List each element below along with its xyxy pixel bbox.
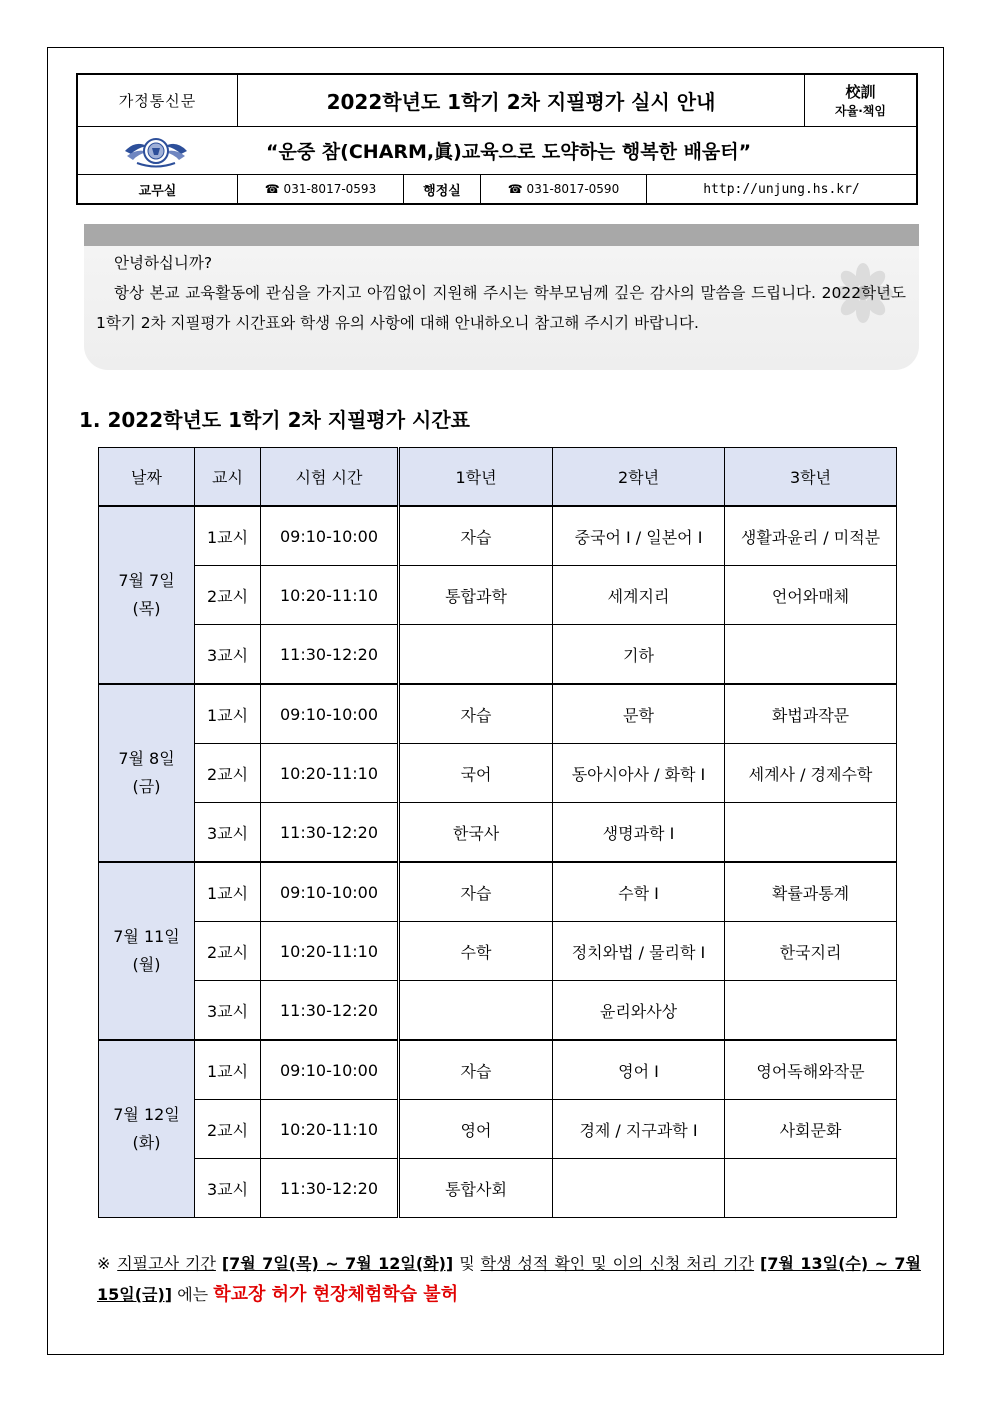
grade3-subject-cell bbox=[725, 803, 897, 863]
col-header-grade3: 3학년 bbox=[725, 448, 897, 507]
grade1-subject-cell: 국어 bbox=[399, 744, 553, 803]
grade1-subject-cell: 자습 bbox=[399, 684, 553, 744]
time-cell: 11:30-12:20 bbox=[261, 625, 399, 685]
school-emblem-icon bbox=[123, 134, 189, 168]
period-cell: 1교시 bbox=[195, 1040, 261, 1100]
greeting-top-bar bbox=[84, 224, 919, 246]
notice-exam-period: [7월 7일(목) ~ 7월 12일(화)] bbox=[221, 1254, 454, 1273]
date-cell bbox=[99, 1040, 195, 1218]
grade3-subject-cell: 언어와매체 bbox=[725, 566, 897, 625]
date-cell bbox=[99, 506, 195, 684]
grade1-subject-cell: 자습 bbox=[399, 1040, 553, 1100]
period-cell: 1교시 bbox=[195, 506, 261, 566]
col-header-date: 날짜 bbox=[99, 448, 195, 507]
greeting-body: 항상 본교 교육활동에 관심을 가지고 아낌없이 지원해 주시는 학부모님께 깊은 감사의 말씀을 드립니다. 2022학년도 1학기 2차 지필평가 시간표와 학생 유의 사항에 대해 안내하오니 참고해 주시기 바랍니다. bbox=[96, 284, 906, 332]
time-cell: 10:20-11:10 bbox=[261, 566, 399, 625]
notice-conj: 및 bbox=[459, 1254, 475, 1273]
table-header-row bbox=[99, 448, 897, 507]
time-cell: 10:20-11:10 bbox=[261, 922, 399, 981]
doc-type: 가정통신문 bbox=[78, 75, 238, 126]
time-cell: 09:10-10:00 bbox=[261, 684, 399, 744]
table-row bbox=[99, 922, 897, 981]
grade2-subject-cell: 윤리와사상 bbox=[553, 981, 725, 1041]
grade1-subject-cell: 영어 bbox=[399, 1100, 553, 1159]
col-header-grade1: 1학년 bbox=[399, 448, 553, 507]
table-row bbox=[99, 566, 897, 625]
document-header bbox=[76, 73, 918, 205]
table-row bbox=[99, 506, 897, 566]
date-text: 7월 12일 bbox=[113, 1105, 180, 1124]
grade1-subject-cell bbox=[399, 981, 553, 1041]
date-text: 7월 7일 bbox=[118, 571, 175, 590]
exam-schedule-table bbox=[98, 447, 897, 1218]
grade2-subject-cell: 경제 / 지구과학 I bbox=[553, 1100, 725, 1159]
grade3-subject-cell bbox=[725, 1159, 897, 1218]
date-cell bbox=[99, 862, 195, 1040]
col-header-period: 교시 bbox=[195, 448, 261, 507]
table-row bbox=[99, 803, 897, 863]
grade1-subject-cell: 통합사회 bbox=[399, 1159, 553, 1218]
school-logo bbox=[118, 127, 194, 174]
period-cell: 2교시 bbox=[195, 922, 261, 981]
office2-phone: ☎ 031-8017-0590 bbox=[481, 175, 647, 203]
grade1-subject-cell: 통합과학 bbox=[399, 566, 553, 625]
date-text: 7월 8일 bbox=[118, 749, 175, 768]
grade3-subject-cell: 사회문화 bbox=[725, 1100, 897, 1159]
table-row bbox=[99, 1040, 897, 1100]
grade2-subject-cell: 생명과학 I bbox=[553, 803, 725, 863]
grade2-subject-cell: 중국어 I / 일본어 I bbox=[553, 506, 725, 566]
grade3-subject-cell: 세계사 / 경제수학 bbox=[725, 744, 897, 803]
period-cell: 2교시 bbox=[195, 1100, 261, 1159]
period-cell: 3교시 bbox=[195, 981, 261, 1041]
date-cell bbox=[99, 684, 195, 862]
office1-label: 교무실 bbox=[78, 175, 238, 203]
motto-label: 校訓 bbox=[845, 83, 876, 101]
period-cell: 3교시 bbox=[195, 625, 261, 685]
grade3-subject-cell bbox=[725, 981, 897, 1041]
grade1-subject-cell: 수학 bbox=[399, 922, 553, 981]
notice-appeal-period: [7월 13일(수) ~ 7월 15일(금)] bbox=[97, 1254, 921, 1304]
motto-value: 자율·책임 bbox=[835, 104, 886, 118]
grade3-subject-cell bbox=[725, 625, 897, 685]
notice-mark: ※ bbox=[97, 1254, 112, 1273]
slogan: “운중 참(CHARM,眞)교육으로 도약하는 행복한 배움터” bbox=[266, 141, 752, 163]
grade2-subject-cell: 세계지리 bbox=[553, 566, 725, 625]
weekday-text: (월) bbox=[132, 955, 161, 974]
time-cell: 10:20-11:10 bbox=[261, 744, 399, 803]
table-row bbox=[99, 862, 897, 922]
grade2-subject-cell: 기하 bbox=[553, 625, 725, 685]
table-row bbox=[99, 1100, 897, 1159]
date-text: 7월 11일 bbox=[113, 927, 180, 946]
period-cell: 3교시 bbox=[195, 803, 261, 863]
notice bbox=[97, 1248, 921, 1310]
grade1-subject-cell bbox=[399, 625, 553, 685]
time-cell: 09:10-10:00 bbox=[261, 506, 399, 566]
school-motto bbox=[805, 75, 916, 126]
time-cell: 11:30-12:20 bbox=[261, 803, 399, 863]
notice-appeal-period-label: 학생 성적 확인 및 이의 신청 처리 기간 bbox=[480, 1254, 755, 1273]
table-row bbox=[99, 744, 897, 803]
grade3-subject-cell: 생활과윤리 / 미적분 bbox=[725, 506, 897, 566]
col-header-grade2: 2학년 bbox=[553, 448, 725, 507]
greeting-text bbox=[96, 248, 906, 338]
grade3-subject-cell: 영어독해와작문 bbox=[725, 1040, 897, 1100]
office1-phone: ☎ 031-8017-0593 bbox=[238, 175, 404, 203]
period-cell: 3교시 bbox=[195, 1159, 261, 1218]
school-url[interactable]: http://unjung.hs.kr/ bbox=[703, 181, 860, 197]
grade3-subject-cell: 화법과작문 bbox=[725, 684, 897, 744]
grade2-subject-cell: 수학 I bbox=[553, 862, 725, 922]
notice-particle: 에는 bbox=[177, 1285, 209, 1304]
weekday-text: (금) bbox=[132, 777, 161, 796]
col-header-time: 시험 시간 bbox=[261, 448, 399, 507]
weekday-text: (화) bbox=[132, 1133, 161, 1152]
period-cell: 1교시 bbox=[195, 862, 261, 922]
time-cell: 11:30-12:20 bbox=[261, 981, 399, 1041]
office2-label: 행정실 bbox=[404, 175, 481, 203]
table-row bbox=[99, 981, 897, 1041]
weekday-text: (목) bbox=[132, 599, 161, 618]
greeting-salutation: 안녕하십니까? bbox=[114, 254, 213, 272]
table-row bbox=[99, 625, 897, 685]
grade2-subject-cell: 영어 I bbox=[553, 1040, 725, 1100]
grade2-subject-cell: 문학 bbox=[553, 684, 725, 744]
table-row bbox=[99, 1159, 897, 1218]
time-cell: 09:10-10:00 bbox=[261, 862, 399, 922]
period-cell: 1교시 bbox=[195, 684, 261, 744]
grade1-subject-cell: 자습 bbox=[399, 862, 553, 922]
grade3-subject-cell: 한국지리 bbox=[725, 922, 897, 981]
time-cell: 09:10-10:00 bbox=[261, 1040, 399, 1100]
grade2-subject-cell: 동아시아사 / 화학 I bbox=[553, 744, 725, 803]
notice-exam-period-label: 지필고사 기간 bbox=[117, 1254, 216, 1273]
grade2-subject-cell bbox=[553, 1159, 725, 1218]
table-row bbox=[99, 684, 897, 744]
period-cell: 2교시 bbox=[195, 744, 261, 803]
grade3-subject-cell: 확률과통계 bbox=[725, 862, 897, 922]
grade1-subject-cell: 한국사 bbox=[399, 803, 553, 863]
time-cell: 11:30-12:20 bbox=[261, 1159, 399, 1218]
period-cell: 2교시 bbox=[195, 566, 261, 625]
grade1-subject-cell: 자습 bbox=[399, 506, 553, 566]
time-cell: 10:20-11:10 bbox=[261, 1100, 399, 1159]
section-title: 1. 2022학년도 1학기 2차 지필평가 시간표 bbox=[79, 408, 470, 432]
notice-warning: 학교장 허가 현장체험학습 불허 bbox=[213, 1284, 459, 1305]
grade2-subject-cell: 정치와법 / 물리학 I bbox=[553, 922, 725, 981]
doc-title: 2022학년도 1학기 2차 지필평가 실시 안내 bbox=[238, 75, 805, 126]
